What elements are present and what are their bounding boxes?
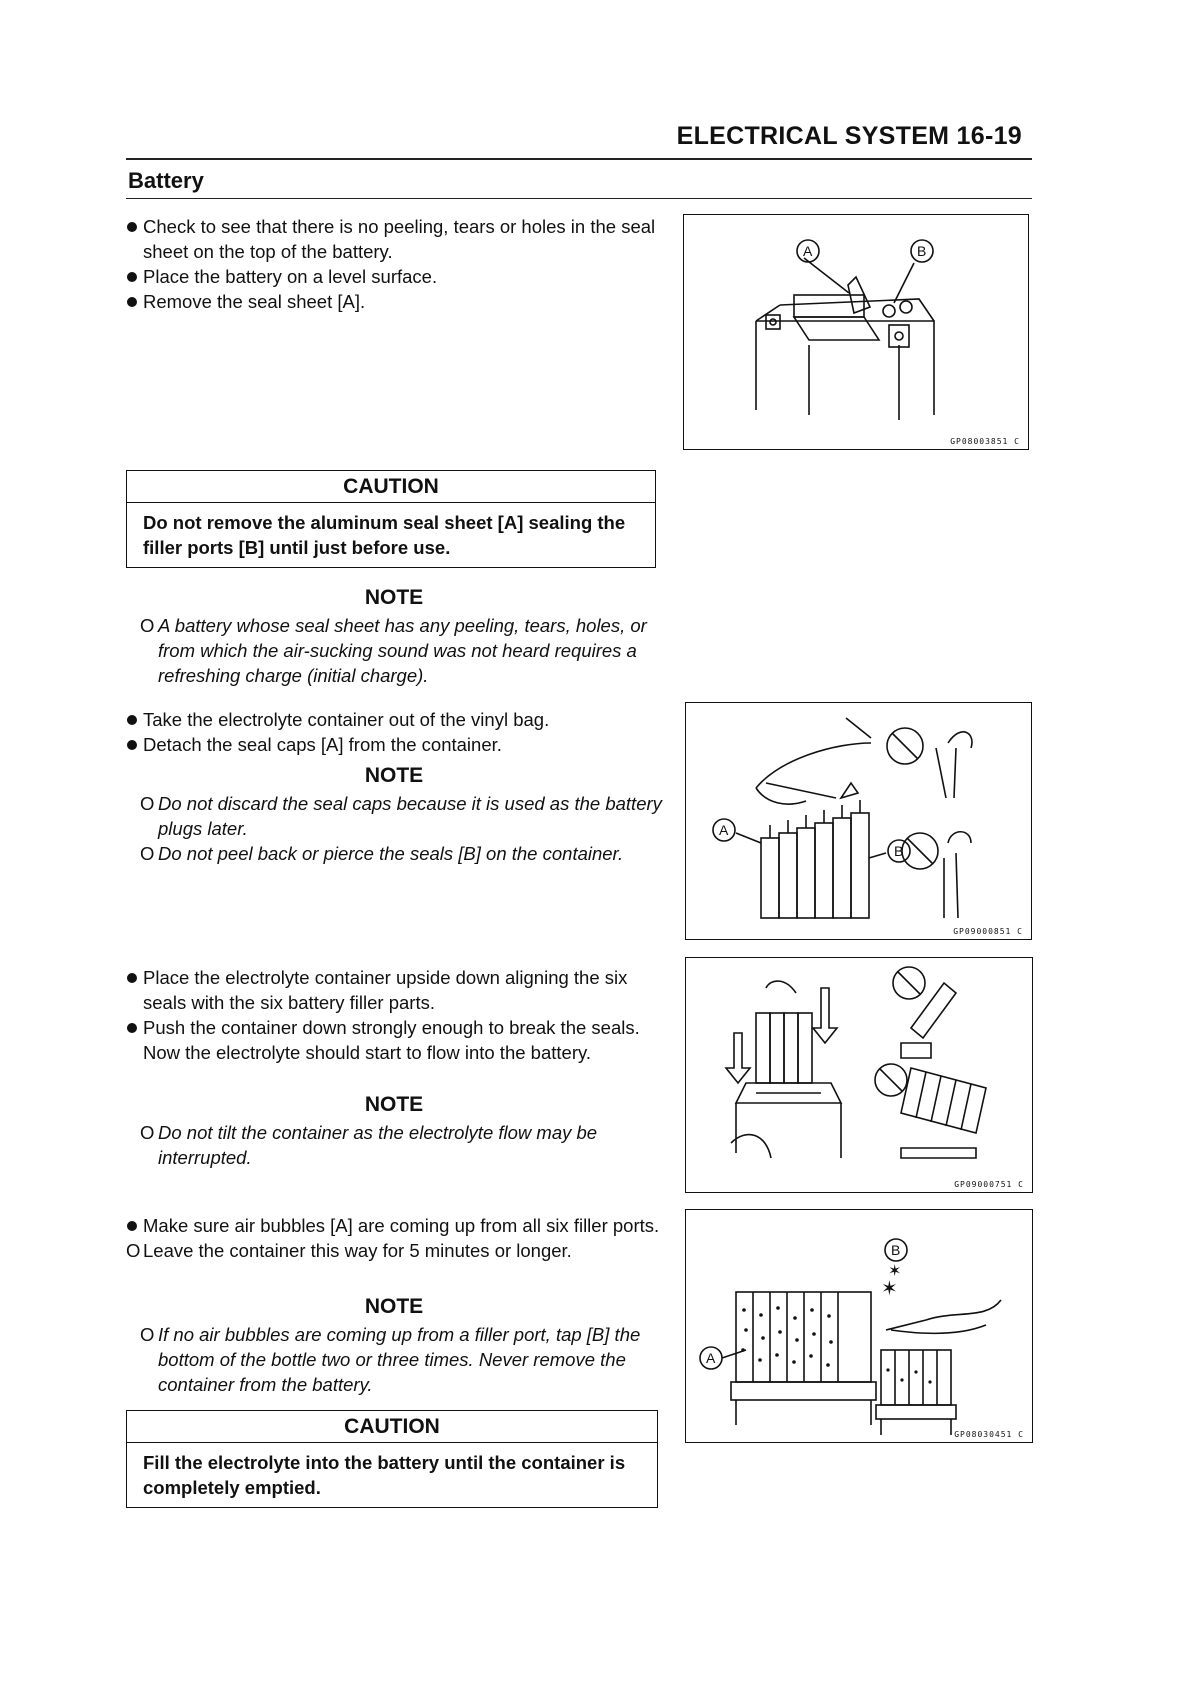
caution-heading: CAUTION	[127, 1411, 657, 1443]
figure-electrolyte-container	[685, 702, 1032, 940]
note-item	[126, 841, 662, 866]
figure-battery-seal-sheet	[683, 214, 1029, 450]
list-item: Make sure air bubbles [A] are coming up from all six filler ports.	[126, 1213, 662, 1238]
note-heading: NOTE	[364, 764, 424, 787]
note-mark: O	[140, 1324, 155, 1345]
figure-label-b: B	[894, 843, 904, 859]
list-mark: O	[126, 1240, 141, 1261]
block2-list	[126, 707, 662, 757]
note-text	[126, 613, 662, 688]
list-item: Check to see that there is no peeling, tears or holes in the seal sheet on the top of the battery.	[126, 214, 662, 264]
battery-seal-illustration	[684, 215, 1028, 449]
note-item	[126, 791, 662, 841]
list-item-text: Leave the container this way for 5 minutes or longer.	[143, 1240, 572, 1261]
section-title: Battery	[128, 168, 204, 193]
caution-box-2	[126, 1410, 658, 1508]
note-heading: NOTE	[364, 1093, 424, 1116]
note-3	[126, 1092, 662, 1170]
list-item: Place the electrolyte container upside down aligning the six seals with the six battery filler parts.	[126, 965, 662, 1015]
page-header-title: ELECTRICAL SYSTEM 16-19	[676, 122, 1022, 150]
note-4	[126, 1294, 662, 1397]
note-mark: O	[140, 843, 155, 864]
header-rule	[126, 158, 1032, 160]
figure-code: GP08003851 C	[950, 437, 1020, 446]
figure-code: GP08030451 C	[954, 1430, 1024, 1439]
note-heading: NOTE	[364, 586, 424, 609]
figure-label-b: B	[917, 243, 927, 259]
list-item: Push the container down strongly enough to break the seals. Now the electrolyte should start to flow into the battery.	[126, 1015, 662, 1065]
caution-text: Do not remove the aluminum seal sheet [A] sealing the filler ports [B] until just before use.	[143, 512, 626, 558]
note-1	[126, 585, 662, 688]
tap-star-icon: ✶	[881, 1276, 898, 1300]
note-heading: NOTE	[364, 1295, 424, 1318]
air-bubbles-illustration	[686, 1210, 1032, 1442]
block1-list	[126, 214, 662, 314]
note-body-text: Do not tilt the container as the electrolyte flow may be interrupted.	[158, 1122, 598, 1168]
list-item	[126, 1238, 662, 1263]
filling-illustration	[686, 958, 1032, 1192]
note-mark: O	[140, 615, 155, 636]
note-text	[126, 1322, 662, 1397]
figure-container-upside-down	[685, 957, 1033, 1193]
figure-label-b: B	[891, 1242, 901, 1258]
figure-air-bubbles	[685, 1209, 1033, 1443]
figure-label-a: A	[706, 1350, 716, 1366]
list-item: Place the battery on a level surface.	[126, 264, 662, 289]
list-item: Take the electrolyte container out of the vinyl bag.	[126, 707, 662, 732]
list-item: Detach the seal caps [A] from the container.	[126, 732, 662, 757]
note-mark: O	[140, 1122, 155, 1143]
figure-code: GP09000851 C	[953, 927, 1023, 936]
note-body-text: Do not peel back or pierce the seals [B] on the container.	[158, 843, 624, 864]
block3-list	[126, 965, 662, 1065]
figure-label-a: A	[719, 822, 729, 838]
caution-heading: CAUTION	[127, 471, 655, 503]
section-rule	[126, 198, 1032, 199]
note-body-text: Do not discard the seal caps because it is used as the battery plugs later.	[158, 793, 662, 839]
note-2	[126, 763, 662, 866]
block4-list	[126, 1213, 662, 1263]
caution-box-1	[126, 470, 656, 568]
container-seal-caps-illustration	[686, 703, 1031, 939]
figure-label-a: A	[803, 243, 813, 259]
caution-text: Fill the electrolyte into the battery until the container is completely emptied.	[143, 1452, 626, 1498]
list-item: Remove the seal sheet [A].	[126, 289, 662, 314]
note-mark: O	[140, 793, 155, 814]
note-body-text: If no air bubbles are coming up from a filler port, tap [B] the bottom of the bottle two or three times. Never remove the container from the battery.	[158, 1324, 641, 1395]
tap-star-icon: ✶	[888, 1261, 902, 1280]
note-text	[126, 1120, 662, 1170]
figure-code: GP09000751 C	[954, 1180, 1024, 1189]
note-body-text: A battery whose seal sheet has any peeling, tears, holes, or from which the air-sucking sound was not heard requires a refreshing charge (initial charge).	[158, 615, 647, 686]
